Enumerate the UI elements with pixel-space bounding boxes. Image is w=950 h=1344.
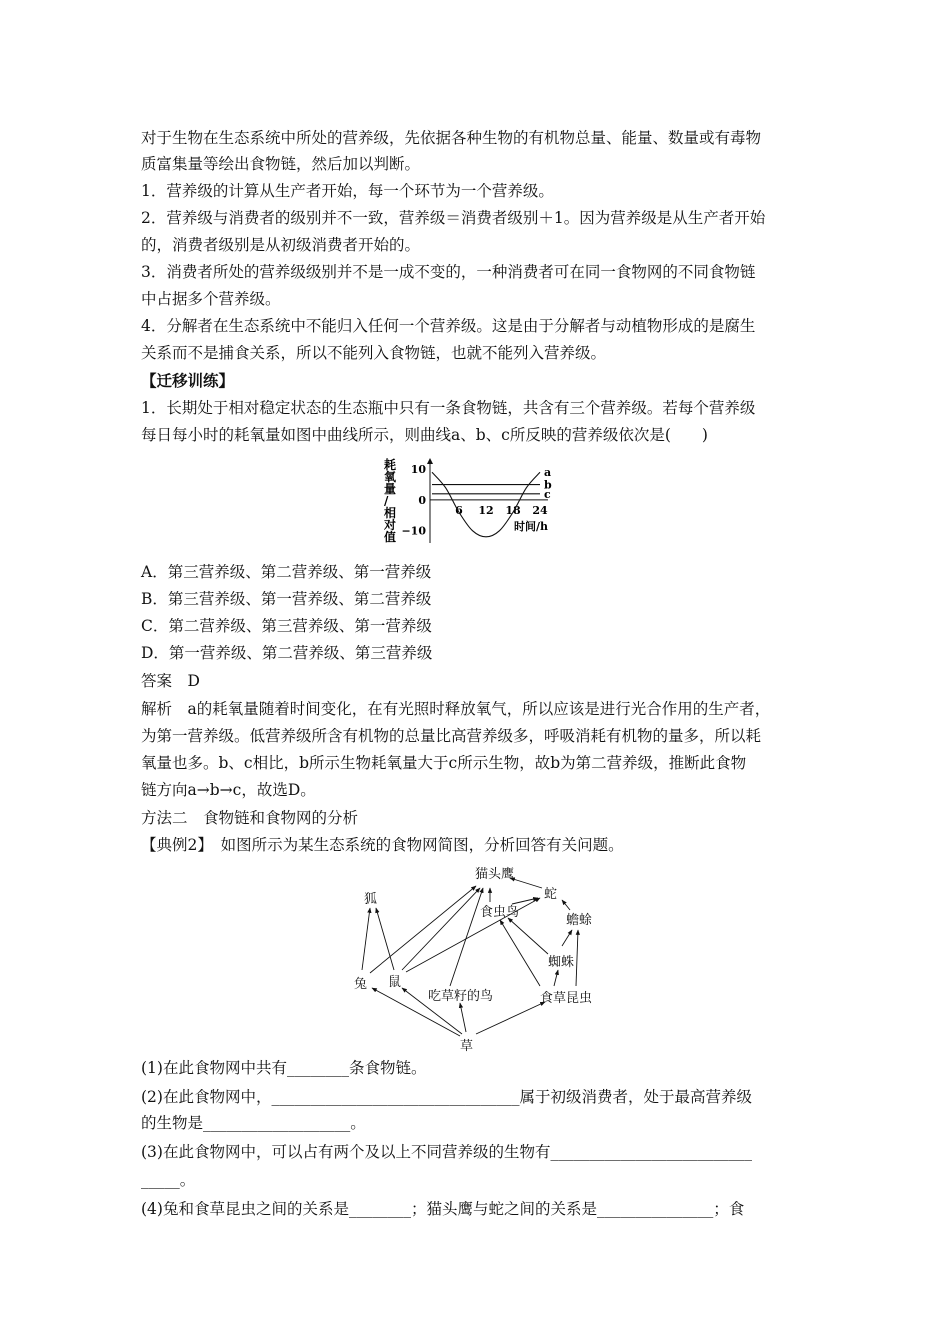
analysis-line-4: 链方向a→b→c，故选D。 <box>141 781 316 799</box>
edge-rabbit-owl <box>370 886 476 973</box>
edge-insect-toad <box>576 930 578 986</box>
option-b: B．第三营养级、第一营养级、第二营养级 <box>141 590 432 608</box>
edge-mouse-snake <box>406 898 540 972</box>
edge-snake-owl <box>510 878 542 888</box>
y-tick-label: 10 <box>410 463 426 477</box>
y-axis-label-char: 对 <box>384 518 397 532</box>
question-4: (4)兔和食草昆虫之间的关系是________；猫头鹰与蛇之间的关系是_______________；食 <box>141 1200 745 1218</box>
series-label-a: a <box>544 466 552 480</box>
x-tick-label: 6 <box>455 503 463 517</box>
node-rabbit: 兔 <box>354 977 368 992</box>
edge-rabbit-fox <box>362 908 370 970</box>
question-1: (1)在此食物网中共有________条食物链。 <box>141 1059 427 1077</box>
edge-spider-toad <box>562 930 572 946</box>
analysis-line-3: 氧量也多。b、c相比，b所示生物耗氧量大于c所示生物，故b为第二营养级，推断此食物 <box>141 754 747 772</box>
option-d: D．第一营养级、第二营养级、第三营养级 <box>141 644 433 662</box>
node-mouse: 鼠 <box>388 975 402 990</box>
intro-line-1: 对于生物在生态系统中所处的营养级，先依据各种生物的有机物总量、能量、数量或有毒物 <box>141 129 762 147</box>
oxygen-chart <box>380 455 580 550</box>
node-toad: 蟾蜍 <box>566 913 593 928</box>
node-insect: 食草昆虫 <box>540 991 593 1006</box>
analysis-line-1: 解析 a的耗氧量随着时间变化，在有光照时释放氧气，所以应该是进行光合作用的生产者， <box>141 700 771 718</box>
intro-line-2: 质富集量等绘出食物链，然后加以判断。 <box>141 155 421 173</box>
edge-insect-insectbird <box>500 920 540 986</box>
series-label-b: b <box>544 478 552 492</box>
analysis-line-2: 为第一营养级。低营养级所含有机物的总量比高营养级多，呼吸消耗有机物的量多，所以耗 <box>141 727 762 745</box>
y-axis-arrow <box>427 458 433 464</box>
point-1: 1．营养级的计算从生产者开始，每一个环节为一个营养级。 <box>141 182 554 200</box>
node-owl: 猫头鹰 <box>475 867 515 882</box>
question-line-2: 每日每小时的耗氧量如图中曲线所示，则曲线a、b、c所反映的营养级依次是( ) <box>141 426 708 444</box>
x-tick-label: 18 <box>505 503 521 517</box>
node-grass: 草 <box>460 1039 474 1054</box>
node-fox: 狐 <box>364 892 378 907</box>
food-web-diagram <box>340 858 620 1058</box>
y-tick-label: −10 <box>401 524 426 538</box>
edge-grass-insect <box>476 1002 545 1034</box>
point-3-line-2: 中占据多个营养级。 <box>141 290 281 308</box>
question-line-1: 1．长期处于相对稳定状态的生态瓶中只有一条食物链，共含有三个营养级。若每个营养级 <box>141 399 756 417</box>
edge-mouse-owl <box>402 888 480 970</box>
node-seed-bird: 吃草籽的鸟 <box>428 989 494 1004</box>
question-2-line-1: (2)在此食物网中，________________________________属于初级消费者，处于最高营养级 <box>141 1088 752 1106</box>
point-2-line-1: 2．营养级与消费者的级别并不一致，营养级＝消费者级别＋1。因为营养级是从生产者开始 <box>141 209 766 227</box>
node-insect-bird: 食虫鸟 <box>480 905 520 920</box>
question-3-line-1: (3)在此食物网中，可以占有两个及以上不同营养级的生物有__________________________ <box>141 1143 752 1161</box>
y-tick-label: 0 <box>418 493 426 507</box>
point-2-line-2: 的，消费者级别是从初级消费者开始的。 <box>141 236 421 254</box>
edge-grass-seedbird <box>460 1003 466 1032</box>
series-label-c: c <box>544 487 551 501</box>
node-spider: 蜘蛛 <box>548 955 575 970</box>
edge-spider-insectbird <box>508 918 548 954</box>
y-axis-label-char: / <box>384 494 389 508</box>
x-tick-label: 24 <box>532 503 548 517</box>
point-4-line-2: 关系而不是捕食关系，所以不能列入食物链，也就不能列入营养级。 <box>141 344 607 362</box>
y-axis-label-char: 值 <box>384 530 397 544</box>
x-axis-label: 时间/h <box>513 519 548 533</box>
node-snake: 蛇 <box>544 887 558 902</box>
y-axis-label-char: 耗 <box>384 458 397 472</box>
point-3-line-1: 3．消费者所处的营养级级别并不是一成不变的，一种消费者可在同一食物网的不同食物链 <box>141 263 756 281</box>
point-4-line-1: 4．分解者在生态系统中不能归入任何一个营养级。这是由于分解者与动植物形成的是腐生 <box>141 317 756 335</box>
question-3-line-2: _____。 <box>141 1171 196 1189</box>
method-2-title: 方法二 食物链和食物网的分析 <box>141 809 359 827</box>
y-axis-label-char: 量 <box>384 482 397 496</box>
training-heading: 【迁移训练】 <box>141 371 235 390</box>
option-a: A．第三营养级、第二营养级、第一营养级 <box>141 563 432 581</box>
edge-toad-snake <box>562 900 570 910</box>
question-2-line-2: 的生物是___________________。 <box>141 1114 366 1132</box>
y-axis-label-char: 氧 <box>384 470 397 484</box>
example-2: 【典例2】 如图所示为某生态系统的食物网简图，分析回答有关问题。 <box>141 836 624 854</box>
option-c: C．第二营养级、第三营养级、第一营养级 <box>141 617 432 635</box>
answer: 答案 D <box>141 672 200 690</box>
edge-insect-spider <box>554 970 558 986</box>
y-axis-label-char: 相 <box>384 506 397 520</box>
x-tick-label: 12 <box>478 503 494 517</box>
